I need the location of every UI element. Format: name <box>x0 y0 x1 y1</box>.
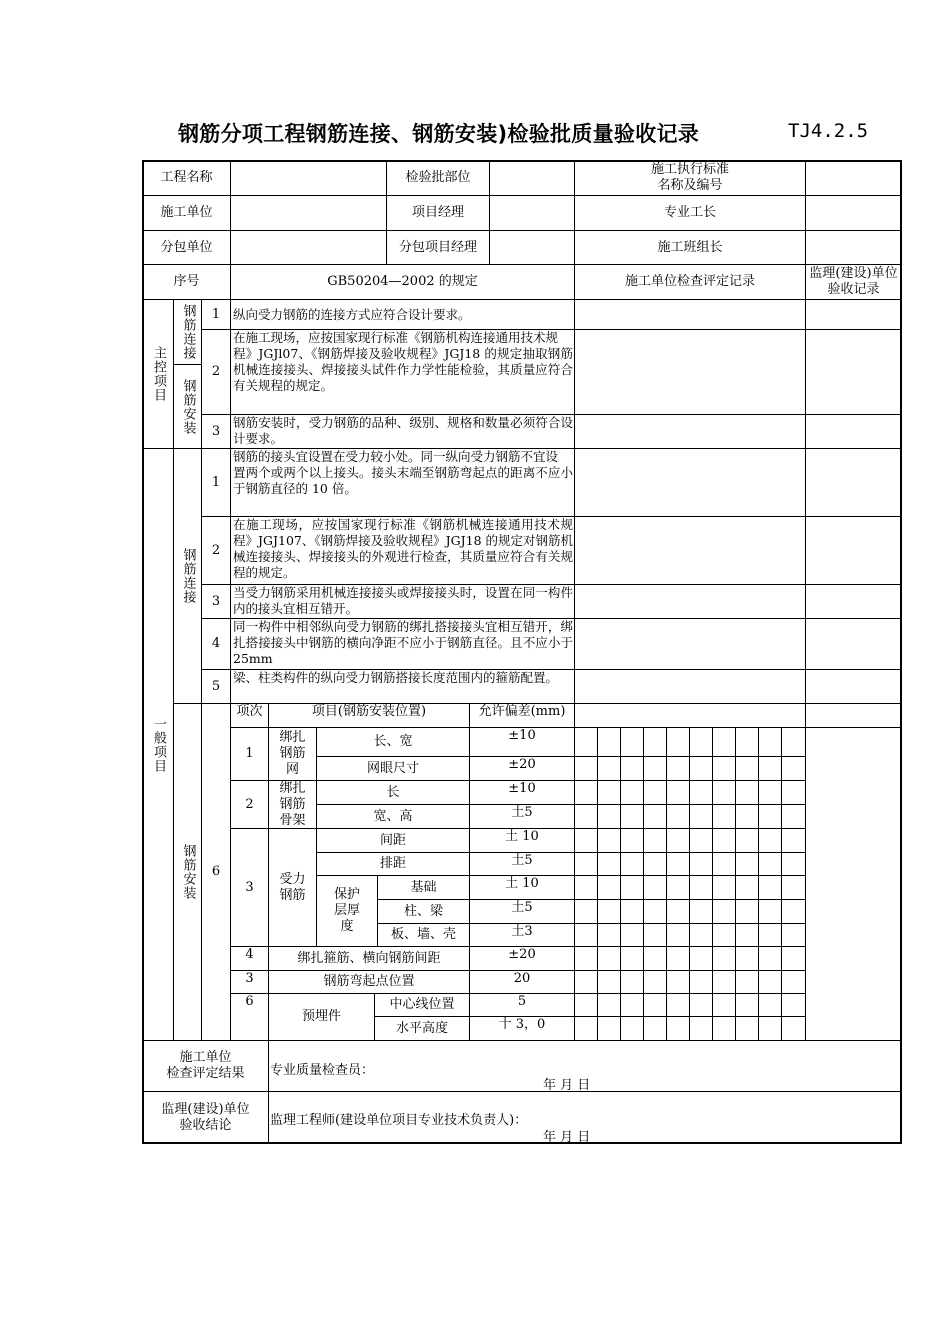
tol-header-tolerance: 允许偏差(mm) <box>469 703 575 728</box>
column-construction-record: 施工单位检查评定记录 <box>574 264 806 300</box>
general-item-supervision-record[interactable] <box>805 669 902 704</box>
header-sub-manager-label: 分包项目经理 <box>386 230 490 265</box>
supervision-conclusion-line1: 监理(建设)单位 <box>161 1101 250 1117</box>
general-item-text: 同一构件中相邻纵向受力钢筋的绑扎搭接接头宜相互错开，绑扎搭接接头中钢筋的横向净距不应小于钢筋直径。且不应小于 25mm <box>230 618 575 670</box>
tol-row-label: 板、墙、壳 <box>377 923 470 947</box>
main-item-no: 1 <box>201 299 231 330</box>
tol-item-no: 6 <box>230 993 269 1041</box>
main-item-construction-record[interactable] <box>574 299 806 330</box>
general-group-install: 钢筋安装 <box>173 703 202 1041</box>
general-item-text: 当受力钢筋采用机械连接接头或焊接接头时，设置在同一构件内的接头宜相互错开。 <box>230 584 575 619</box>
general-item-construction-record[interactable] <box>574 516 806 585</box>
main-items-label: 主控项目 <box>142 299 174 449</box>
tol-row-value: ±10 <box>469 727 575 757</box>
tol-row-value: ±20 <box>469 756 575 781</box>
team-leader-value[interactable] <box>805 230 902 265</box>
header-standard-label <box>574 160 806 196</box>
general-item-construction-record[interactable] <box>574 584 806 619</box>
install-supervision-record[interactable] <box>805 727 902 1041</box>
inspector-label: 专业质量检查员： <box>270 1063 375 1078</box>
construction-unit-value[interactable] <box>230 195 387 231</box>
construction-date: 年 月 日 <box>543 1078 591 1093</box>
main-item-construction-record[interactable] <box>574 329 806 415</box>
tol-group-cover: 保护层厚度 <box>316 875 378 947</box>
main-item-construction-record[interactable] <box>574 414 806 449</box>
foreman-value[interactable] <box>805 195 902 231</box>
tol-header-item: 项目(钢筋安装位置) <box>268 703 470 728</box>
standard-value[interactable] <box>805 160 902 196</box>
tol-row-value: 20 <box>469 970 575 994</box>
tol-row-label: 绑扎箍筋、横向钢筋间距 <box>268 946 470 971</box>
tol-row-value: ±10 <box>469 780 575 805</box>
construction-result-label <box>142 1040 269 1092</box>
general-item-no: 1 <box>201 448 231 517</box>
main-item-no: 2 <box>201 329 231 415</box>
tol-row-label: 中心线位置 <box>374 993 470 1017</box>
main-item-text: 纵向受力钢筋的连接方式应符合设计要求。 <box>230 299 575 330</box>
general-group-connect: 钢筋连接 <box>173 448 202 704</box>
column-supervision-record <box>805 264 902 300</box>
supervision-conclusion-line2: 验收结论 <box>179 1117 232 1133</box>
main-group-connect: 钢筋连接 <box>173 299 202 365</box>
header-inspection-part-label: 检验批部位 <box>386 160 490 196</box>
construction-result-line2: 检查评定结果 <box>166 1066 245 1081</box>
tol-item-no: 2 <box>230 780 269 829</box>
tol-header-supervision-record[interactable] <box>805 703 902 728</box>
supervision-conclusion-label <box>142 1091 269 1144</box>
tol-header-construction-record[interactable] <box>574 703 806 728</box>
general-item-no: 4 <box>201 618 231 670</box>
header-subcontractor-label: 分包单位 <box>142 230 231 265</box>
document-title: 钢筋分项工程钢筋连接、钢筋安装)检验批质量验收记录 <box>178 122 700 146</box>
general-item-supervision-record[interactable] <box>805 516 902 585</box>
tol-row-value: 土5 <box>469 899 575 924</box>
tol-row-label: 间距 <box>316 828 470 853</box>
supervision-date: 年 月 日 <box>543 1130 591 1145</box>
general-item-no: 2 <box>201 516 231 585</box>
tol-row-value: 土 10 <box>469 875 575 900</box>
general-item-construction-record[interactable] <box>574 448 806 517</box>
tol-row-value: 土5 <box>469 852 575 876</box>
tol-row-label: 长、宽 <box>316 727 470 757</box>
tol-row-label: 钢筋弯起点位置 <box>268 970 470 994</box>
tol-row-value: 十 3，0 <box>469 1016 575 1041</box>
tol-group-mesh: 绑扎钢筋网 <box>268 727 317 781</box>
general-item-supervision-record[interactable] <box>805 584 902 619</box>
tol-row-label: 宽、高 <box>316 804 470 829</box>
project-manager-value[interactable] <box>489 195 575 231</box>
tol-item-no: 3 <box>230 828 269 947</box>
subcontractor-value[interactable] <box>230 230 387 265</box>
construction-result-line1: 施工单位 <box>179 1050 232 1065</box>
form-code: TJ4.2.5 <box>788 120 869 142</box>
main-item-text: 钢筋安装时，受力钢筋的品种、级别、规格和数量必须符合设计要求。 <box>230 414 575 449</box>
tol-row-value: ±20 <box>469 946 575 971</box>
general-item-supervision-record[interactable] <box>805 618 902 670</box>
general-item-construction-record[interactable] <box>574 669 806 704</box>
tol-row-value: 土3 <box>469 923 575 947</box>
column-spec: GB50204—2002 的规定 <box>230 264 575 300</box>
general-item-text: 在施工现场，应按国家现行标准《钢筋机械连接通用技术规程》JGJ107、《钢筋焊接及验收规程》JGJ18 的规定对钢筋机械连接接头、焊接接头的外观进行检查，其质量应符合有关规程的规定。 <box>230 516 575 585</box>
tol-row-label: 网眼尺寸 <box>316 756 470 781</box>
standard-label-line2: 名称及编号 <box>657 178 723 193</box>
general-item-text: 梁、柱类构件的纵向受力钢筋搭接长度范围内的箍筋配置。 <box>230 669 575 704</box>
header-team-leader-label: 施工班组长 <box>574 230 806 265</box>
general-item-supervision-record[interactable] <box>805 448 902 517</box>
tol-item-no: 3 <box>230 970 269 994</box>
tol-row-label: 水平高度 <box>374 1016 470 1041</box>
project-name-value[interactable] <box>230 160 387 196</box>
tol-group-main-bar: 受力钢筋 <box>268 828 317 947</box>
general-item-text: 钢筋的接头宜设置在受力较小处。同一纵向受力钢筋不宜设 置两个或两个以上接头。接头末端至钢筋弯起点的距离不应小于钢筋直径的 10 倍。 <box>230 448 575 517</box>
main-group-install: 钢筋安装 <box>173 364 202 449</box>
main-item-no: 3 <box>201 414 231 449</box>
header-project-name-label: 工程名称 <box>142 160 231 196</box>
header-construction-unit-label: 施工单位 <box>142 195 231 231</box>
main-item-supervision-record[interactable] <box>805 329 902 415</box>
tol-group-skeleton: 绑扎钢筋骨架 <box>268 780 317 829</box>
column-supervision-line1: 监理(建设)单位 <box>809 266 898 281</box>
tol-row-label: 长 <box>316 780 470 805</box>
tol-row-value: 土5 <box>469 804 575 829</box>
inspection-part-value[interactable] <box>489 160 575 196</box>
header-foreman-label: 专业工长 <box>574 195 806 231</box>
general-item-construction-record[interactable] <box>574 618 806 670</box>
sub-manager-value[interactable] <box>489 230 575 265</box>
tol-row-label: 基础 <box>377 875 470 900</box>
general-install-no: 6 <box>201 703 231 1041</box>
engineer-label: 监理工程师(建设单位项目专业技术负责人)： <box>270 1113 528 1128</box>
tol-item-no: 1 <box>230 727 269 781</box>
general-item-no: 3 <box>201 584 231 619</box>
column-seq: 序号 <box>142 264 231 300</box>
tol-header-item-no: 项次 <box>230 703 269 728</box>
measurement-grid[interactable] <box>574 727 806 1042</box>
main-item-supervision-record[interactable] <box>805 414 902 449</box>
tol-item-no: 4 <box>230 946 269 971</box>
tol-row-value: 土 10 <box>469 828 575 853</box>
tol-row-value: 5 <box>469 993 575 1017</box>
column-supervision-line2: 验收记录 <box>827 282 880 297</box>
standard-label-line1: 施工执行标准 <box>650 162 729 177</box>
general-items-label: 一般项目 <box>142 448 174 1041</box>
tol-row-label: 排距 <box>316 852 470 876</box>
main-item-text: 在施工现场，应按国家现行标准《钢筋机构连接通用技术规 程》JGJl07、《钢筋焊接及验收规程》JGJ18 的规定抽取钢筋机械连接接头、焊接接头试件作力学性能检验，其质量应符合有关规程的规定。 <box>230 329 575 415</box>
general-item-no: 5 <box>201 669 231 704</box>
header-project-manager-label: 项目经理 <box>386 195 490 231</box>
tol-group-embedded: 预埋件 <box>268 993 375 1041</box>
main-item-supervision-record[interactable] <box>805 299 902 330</box>
tol-row-label: 柱、梁 <box>377 899 470 924</box>
